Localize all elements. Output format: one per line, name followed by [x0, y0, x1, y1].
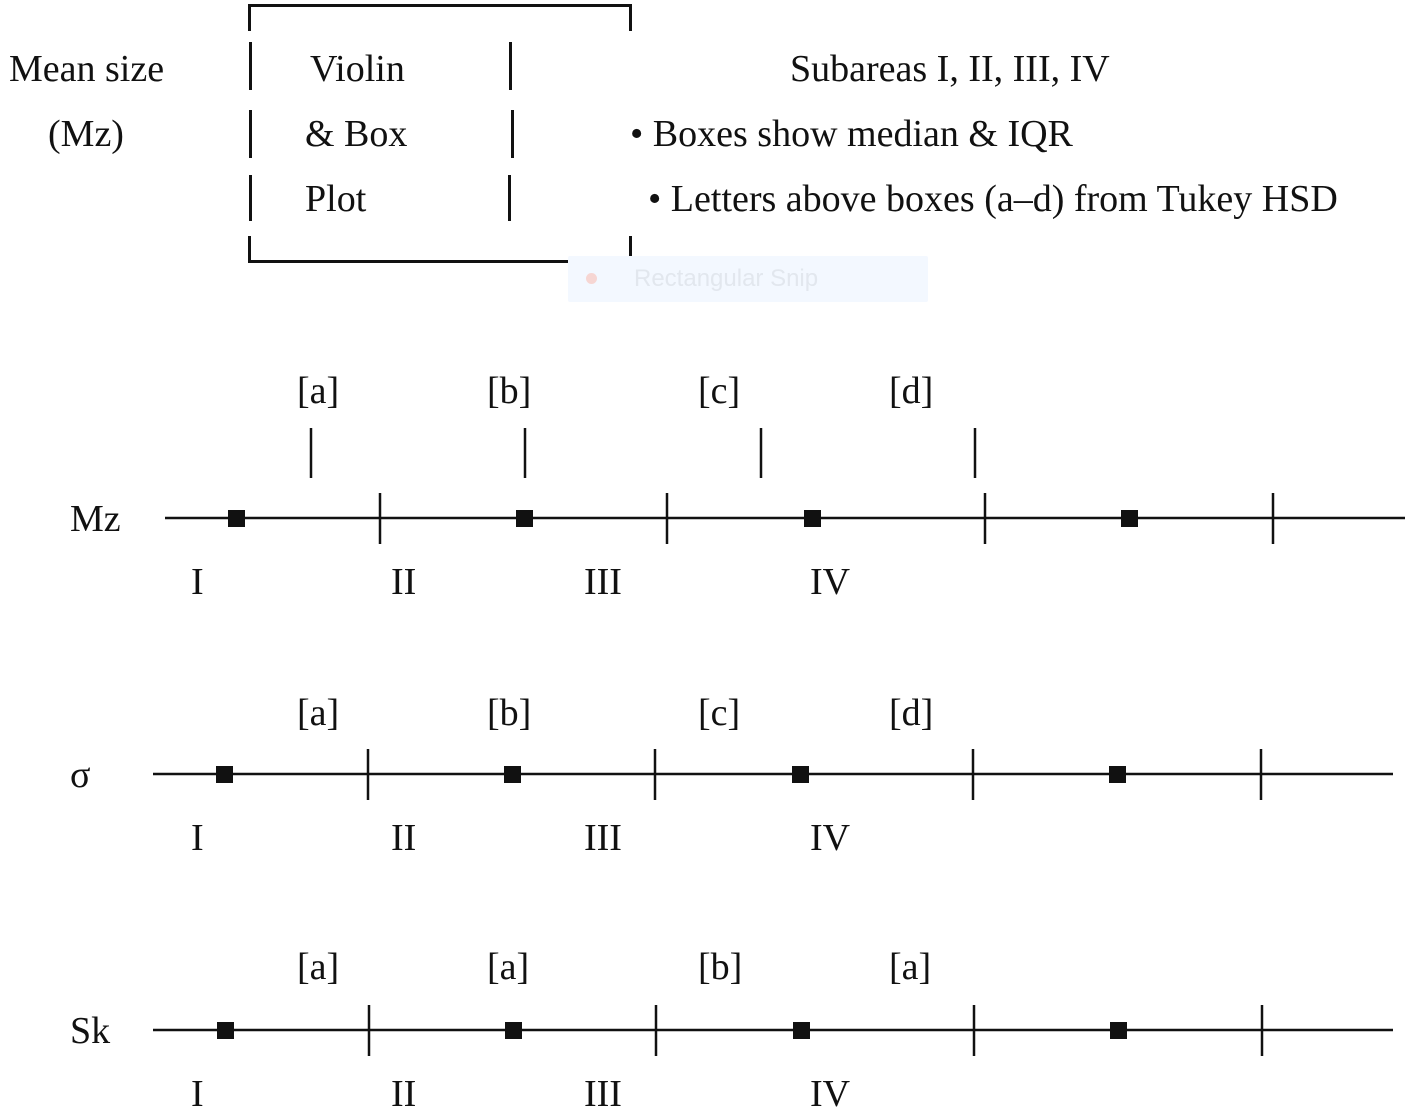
subarea-label: II	[391, 561, 417, 603]
mz-abbrev-label: (Mz)	[48, 113, 124, 155]
tukey-letter: [c]	[698, 370, 741, 412]
snip-label: Rectangular Snip	[634, 265, 819, 292]
mean-size-label: Mean size	[9, 48, 165, 90]
tukey-letter: [d]	[889, 692, 934, 734]
sk-median-marker	[1110, 1022, 1127, 1039]
subarea-label: II	[391, 817, 417, 859]
row-label-sigma: σ	[70, 754, 91, 796]
tukey-letter: [a]	[889, 946, 932, 988]
subarea-label: III	[584, 817, 622, 859]
subareas-title: Subareas I, II, III, IV	[790, 48, 1110, 90]
tukey-letter: [b]	[487, 370, 532, 412]
mz-median-marker	[1121, 510, 1138, 527]
tukey-letter: [c]	[698, 692, 741, 734]
tukey-letter: [a]	[297, 692, 340, 734]
tukey-letter: [a]	[297, 370, 340, 412]
subarea-label: I	[191, 561, 204, 603]
mz-median-marker	[516, 510, 533, 527]
tukey-letter: [a]	[297, 946, 340, 988]
mz-median-marker	[228, 510, 245, 527]
tukey-letter: [d]	[889, 370, 934, 412]
tukey-letter: [a]	[487, 946, 530, 988]
subarea-label: III	[584, 561, 622, 603]
sigma-median-marker	[216, 766, 233, 783]
sigma-median-marker	[792, 766, 809, 783]
tukey-letter: [b]	[487, 692, 532, 734]
letters-note: • Letters above boxes (a–d) from Tukey HSD	[648, 178, 1338, 220]
subarea-label: II	[391, 1073, 417, 1115]
subarea-label: I	[191, 1073, 204, 1115]
subarea-label: IV	[810, 817, 851, 859]
tukey-letter: [b]	[698, 946, 743, 988]
subarea-label: IV	[810, 561, 851, 603]
sigma-median-marker	[504, 766, 521, 783]
box-label: & Box	[305, 113, 408, 155]
subarea-label: IV	[810, 1073, 851, 1115]
row-label-sk: Sk	[70, 1010, 111, 1052]
sigma-median-marker	[1109, 766, 1126, 783]
row-label-mz: Mz	[70, 498, 121, 540]
mz-median-marker	[804, 510, 821, 527]
sk-median-marker	[505, 1022, 522, 1039]
sk-median-marker	[793, 1022, 810, 1039]
subarea-label: III	[584, 1073, 622, 1115]
violin-label: Violin	[310, 48, 405, 90]
sk-median-marker	[217, 1022, 234, 1039]
subarea-label: I	[191, 817, 204, 859]
boxes-note: • Boxes show median & IQR	[630, 113, 1073, 155]
plot-label: Plot	[305, 178, 367, 220]
